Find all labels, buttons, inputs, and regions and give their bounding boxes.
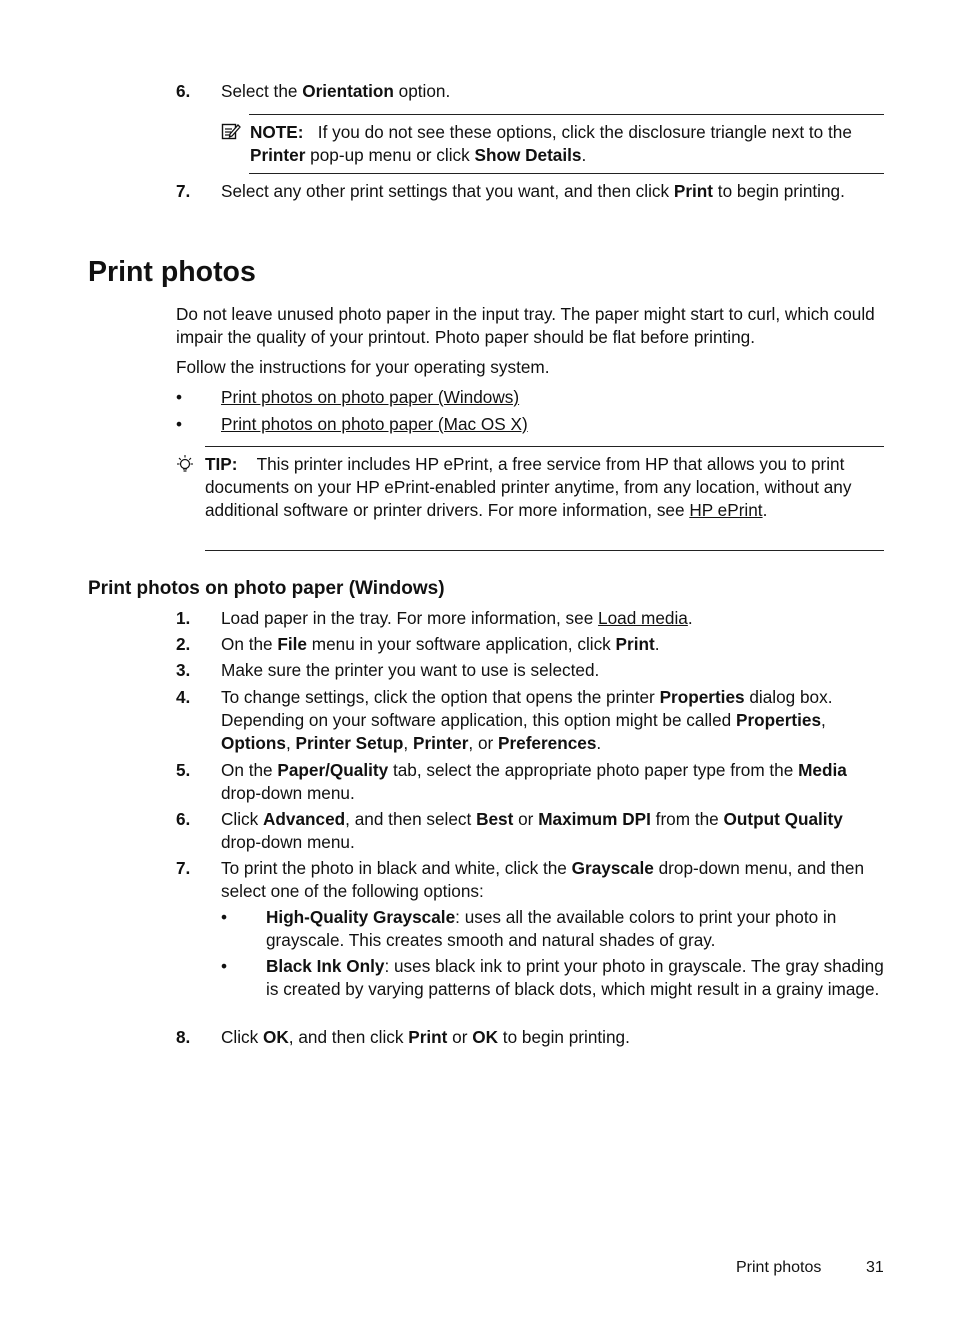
bold-term: Preferences (498, 733, 597, 753)
step-number: 1. (176, 608, 191, 628)
bold-term: Print (408, 1027, 448, 1047)
text-run: Click (221, 809, 264, 829)
text-run: Select any other print settings that you want, and then click (221, 181, 674, 201)
bold-term: Maximum DPI (538, 809, 651, 829)
note-label: NOTE: (250, 122, 304, 142)
lightbulb-icon (174, 454, 196, 476)
step-number: 5. (176, 760, 191, 780)
step-text (221, 80, 884, 103)
step-number: 3. (176, 660, 191, 680)
text-run: , (821, 710, 826, 730)
text-run: or (513, 809, 539, 829)
text-run: . (596, 733, 602, 753)
text-run: drop-down menu. (221, 832, 355, 852)
bold-term: Properties (659, 687, 745, 707)
step-text (221, 180, 884, 203)
note-box (249, 114, 884, 174)
text-run: from the (650, 809, 724, 829)
step-text (221, 633, 884, 656)
text-run: , (403, 733, 413, 753)
inline-link[interactable]: HP ePrint (689, 500, 763, 520)
intro-instructions: Follow the instructions for your operating system. (176, 357, 550, 377)
step-number: 7. (176, 181, 191, 201)
bold-term: Show Details (474, 145, 582, 165)
bold-term: Printer (412, 733, 469, 753)
bold-term: Printer Setup (295, 733, 404, 753)
text-run: pop-up menu or click (305, 145, 475, 165)
text-run: or (447, 1027, 473, 1047)
inline-link[interactable]: Load media (598, 608, 688, 628)
text-run: If you do not see these options, click the disclosure triangle next to the (317, 122, 852, 142)
step-number: 8. (176, 1027, 191, 1047)
text-run: : uses all the available colors to print your photo in grayscale. This creates smooth and natural shades of gray. (266, 907, 837, 950)
bold-term: Paper/Quality (277, 760, 389, 780)
text-run: tab, select the appropriate photo paper type from the (388, 760, 799, 780)
text-run: . (654, 634, 660, 654)
bold-term: Grayscale (571, 858, 654, 878)
note-body (250, 122, 852, 165)
bold-term: Print (673, 181, 714, 201)
text-run: Make sure the printer you want to use is selected. (221, 660, 600, 680)
bold-term: Black Ink Only (266, 956, 385, 976)
bold-term: File (277, 634, 307, 654)
text-run: to begin printing. (713, 181, 845, 201)
note-text (250, 121, 880, 167)
bullet: • (176, 414, 183, 434)
text-run: , and then select (345, 809, 477, 829)
step-text (221, 686, 884, 755)
bold-term: OK (263, 1027, 289, 1047)
text-run: To print the photo in black and white, click the (221, 858, 572, 878)
step-text (221, 1026, 884, 1049)
step-text (221, 607, 884, 630)
text-run: Load paper in the tray. For more information, see (221, 608, 599, 628)
text-run: On the (221, 634, 278, 654)
note-icon (221, 121, 241, 141)
link-windows[interactable]: Print photos on photo paper (Windows) (221, 387, 520, 407)
text-run: dialog box. Depending on your software application, this option might be called (221, 687, 833, 730)
text-run: drop-down menu. (221, 783, 355, 803)
step-text (221, 808, 884, 854)
tip-body (205, 454, 851, 520)
text-run: Click (221, 1027, 264, 1047)
bold-term: Output Quality (723, 809, 843, 829)
section-title: Print photos (88, 256, 256, 288)
step-text (221, 659, 884, 682)
bullet: • (221, 956, 228, 976)
bold-term: Orientation (302, 81, 394, 101)
step-text (221, 759, 884, 805)
tip-text (205, 453, 854, 522)
bold-term: Properties (736, 710, 822, 730)
tip-box (205, 446, 884, 551)
subsection-title: Print photos on photo paper (Windows) (88, 578, 445, 599)
text-run: : uses black ink to print your photo in grayscale. The gray shading is created by varying patterns of black dots, which might result in a grainy image. (266, 956, 884, 999)
bullet: • (221, 907, 228, 927)
text-run: . (581, 145, 587, 165)
bold-term: OK (472, 1027, 499, 1047)
text-run: To change settings, click the option that opens the printer (221, 687, 660, 707)
link-mac[interactable]: Print photos on photo paper (Mac OS X) (221, 414, 528, 434)
tip-label: TIP: (205, 454, 238, 474)
step-number: 4. (176, 687, 191, 707)
step-number: 7. (176, 858, 191, 878)
text-run: This printer includes HP ePrint, a free service from HP that allows you to print documents on your HP ePrint-enabled printer anytime, from any location, without any additional software or printer drivers. For more information, see (205, 454, 852, 520)
text-run: drop-down menu, and then select one of the following options: (221, 858, 865, 901)
bullet: • (176, 387, 183, 407)
step-number: 6. (176, 809, 191, 829)
text-run: On the (221, 760, 278, 780)
bold-term: Print (615, 634, 655, 654)
bold-term: High-Quality Grayscale (266, 907, 456, 927)
step-number: 6. (176, 81, 191, 101)
text-run: . (687, 608, 693, 628)
bold-term: Printer (250, 145, 306, 165)
text-run: to begin printing. (498, 1027, 630, 1047)
text-run: , (285, 733, 296, 753)
step-text (221, 857, 884, 903)
bold-term: Advanced (263, 809, 346, 829)
bold-term: Media (798, 760, 847, 780)
option-high-quality-grayscale (266, 906, 884, 952)
text-run: . (762, 500, 768, 520)
footer-section: Print photos (736, 1259, 822, 1276)
bold-term: Best (476, 809, 514, 829)
text-run: Select the (221, 81, 303, 101)
step-number: 2. (176, 634, 191, 654)
option-black-ink-only (266, 955, 884, 1001)
page-number: 31 (866, 1259, 884, 1276)
text-run: , and then click (288, 1027, 409, 1047)
bold-term: Options (221, 733, 286, 753)
intro-paragraph: Do not leave unused photo paper in the input tray. The paper might start to curl, which could impair the quality of your printout. Photo paper should be flat before printing. (176, 304, 875, 347)
text-run: option. (393, 81, 451, 101)
text-run: , or (468, 733, 498, 753)
text-run: menu in your software application, click (306, 634, 616, 654)
